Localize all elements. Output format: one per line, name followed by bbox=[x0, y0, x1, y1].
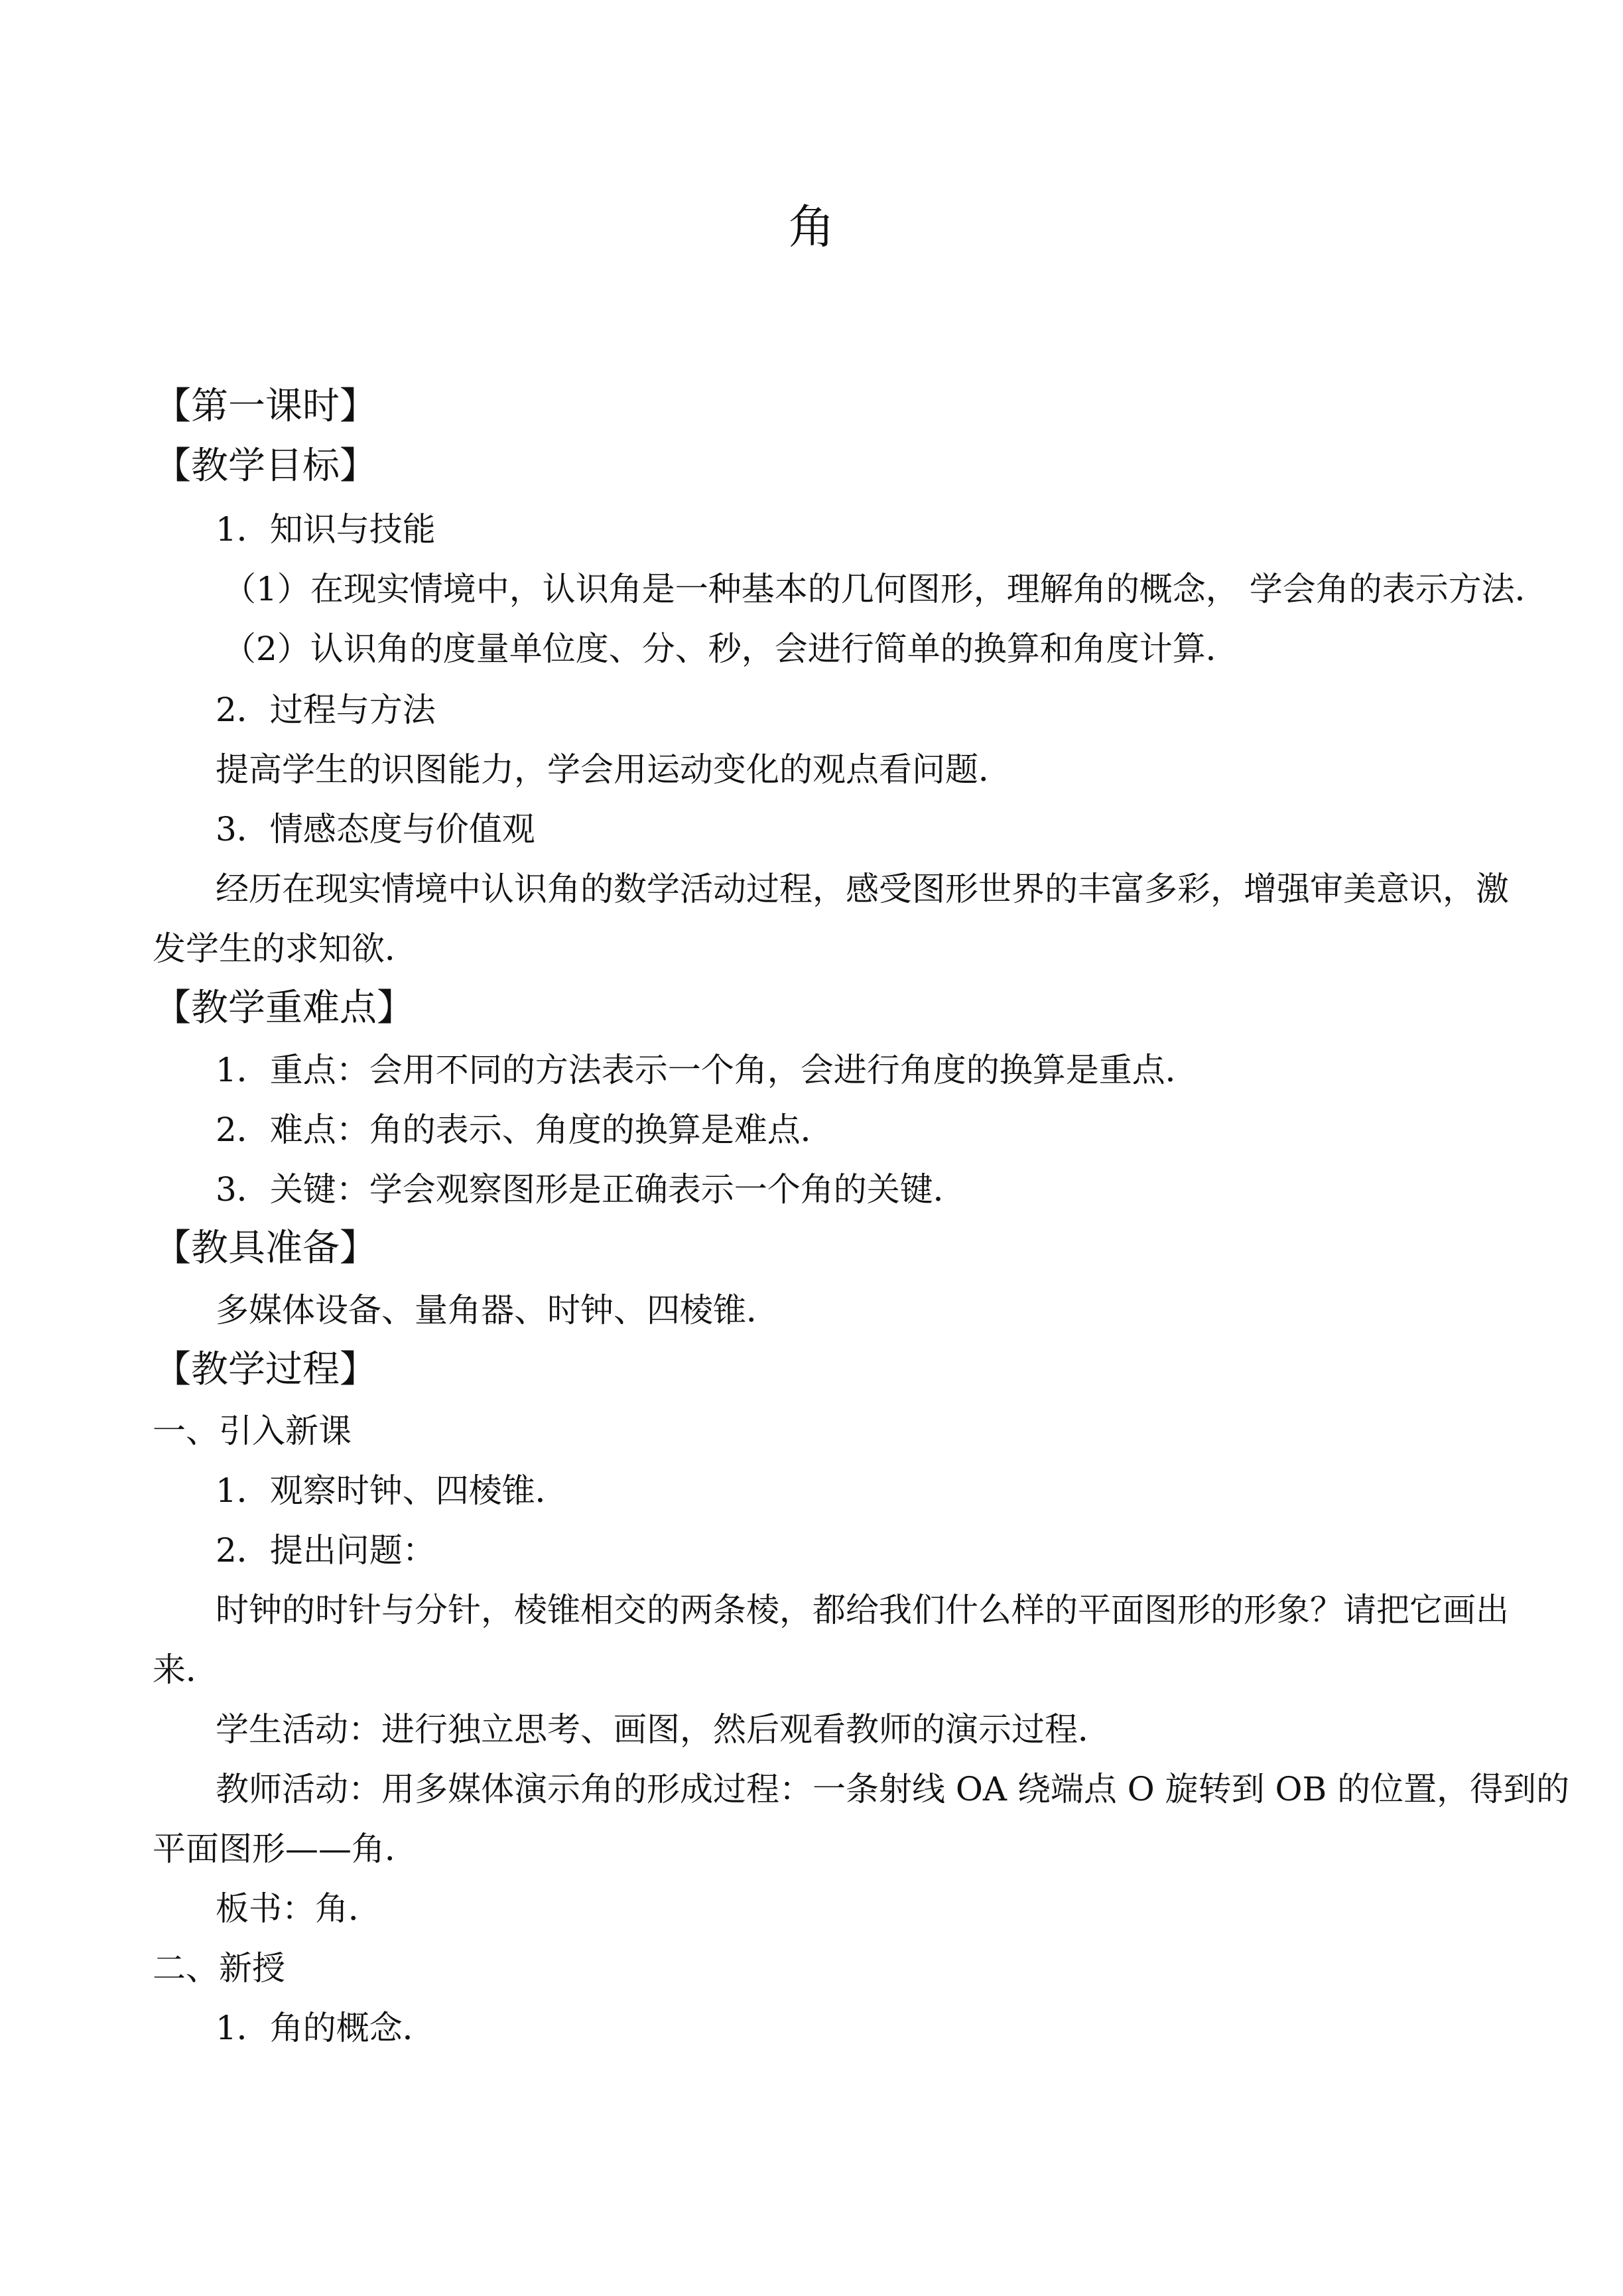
process-s1-p3-line1: 时钟的时针与分针，棱锥相交的两条棱，都给我们什么样的平面图形的形象？请把它画出 bbox=[216, 1591, 1509, 1629]
goals-item3-title: 3．情感态度与价值观 bbox=[216, 810, 535, 848]
process-section1: 一、引入新课 bbox=[153, 1412, 352, 1450]
goals-item1-title: 1．知识与技能 bbox=[216, 510, 436, 549]
goals-item1-p1: （1）在现实情境中，认识角是一种基本的几何图形，理解角的概念， 学会角的表示方法． bbox=[223, 570, 1548, 608]
process-s1-p2: 2．提出问题： bbox=[216, 1531, 436, 1570]
lesson-heading: 【第一课时】 bbox=[154, 385, 377, 428]
process-s1-p5-line1: 教师活动：用多媒体演示角的形成过程：一条射线 OA 绕端点 O 旋转到 OB 的位置，得到的 bbox=[216, 1770, 1570, 1808]
process-s1-p6: 板书：角． bbox=[216, 1889, 381, 1928]
goals-item1-p2: （2）认识角的度量单位度、分、秒，会进行简单的换算和角度计算． bbox=[223, 630, 1239, 668]
goals-item3-p1-line2: 发学生的求知欲． bbox=[153, 929, 418, 968]
process-s2-p1: 1．角的概念． bbox=[216, 2009, 436, 2047]
keypoints-heading: 【教学重难点】 bbox=[154, 986, 414, 1030]
goals-item2-title: 2．过程与方法 bbox=[216, 691, 436, 729]
process-s1-p5-line2: 平面图形——角． bbox=[153, 1830, 418, 1868]
goals-heading: 【教学目标】 bbox=[154, 444, 377, 488]
process-s1-p1: 1．观察时钟、四棱锥． bbox=[216, 1471, 568, 1510]
tools-p1: 多媒体设备、量角器、时钟、四棱锥． bbox=[216, 1291, 779, 1329]
process-section2: 二、新授 bbox=[153, 1949, 285, 1988]
keypoints-p1: 1．重点：会用不同的方法表示一个角，会进行角度的换算是重点． bbox=[216, 1051, 1199, 1089]
goals-item2-p1: 提高学生的识图能力，学会用运动变化的观点看问题． bbox=[216, 750, 1011, 789]
tools-heading: 【教具准备】 bbox=[154, 1227, 377, 1270]
document-title: 角 bbox=[788, 200, 835, 254]
keypoints-p2: 2．难点：角的表示、角度的换算是难点． bbox=[216, 1111, 834, 1149]
goals-item3-p1-line1: 经历在现实情境中认识角的数学活动过程，感受图形世界的丰富多彩，增强审美意识，激 bbox=[216, 870, 1509, 908]
process-s1-p4: 学生活动：进行独立思考、画图，然后观看教师的演示过程． bbox=[216, 1710, 1111, 1749]
process-heading: 【教学过程】 bbox=[154, 1348, 377, 1391]
process-s1-p3-line2: 来． bbox=[153, 1651, 219, 1689]
keypoints-p3: 3．关键：学会观察图形是正确表示一个角的关键． bbox=[216, 1170, 966, 1209]
